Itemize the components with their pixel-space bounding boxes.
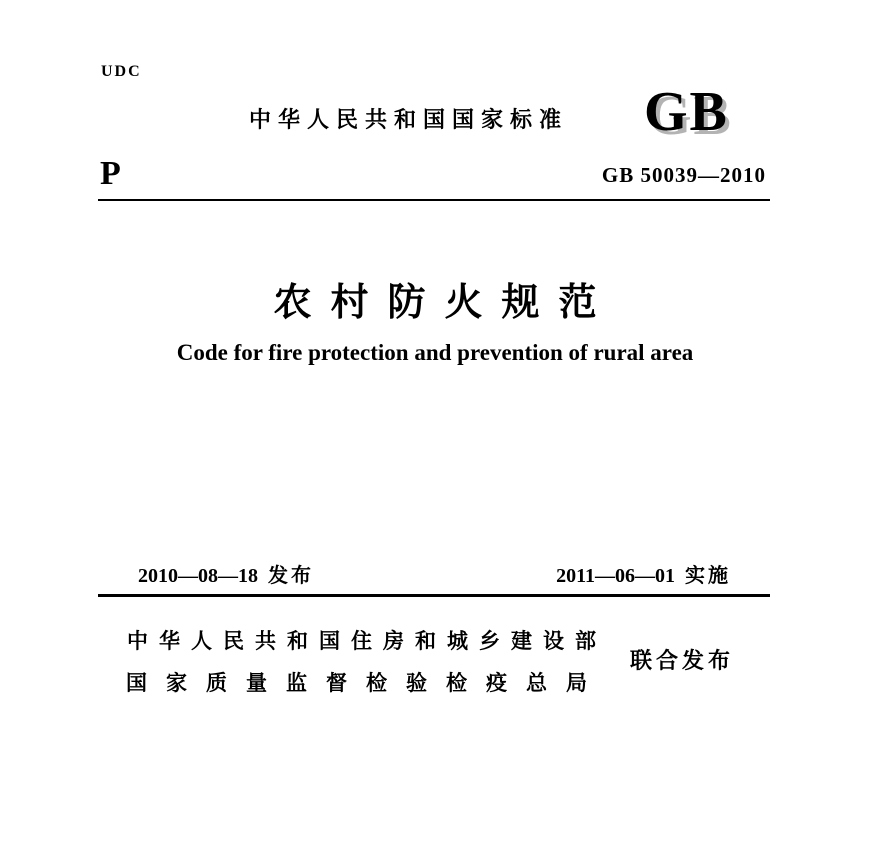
implementation-date: 2011—06—01 <box>556 565 675 587</box>
issue-date: 2010—08—18 <box>138 565 258 587</box>
joint-publish-label: 联合发布 <box>630 648 735 673</box>
national-standard-heading: 中华人民共和国国家标准 <box>249 107 569 132</box>
issue-date-label: 发布 <box>268 565 314 587</box>
footer-rule <box>98 594 770 597</box>
issue-date-row <box>138 566 314 586</box>
header-rule <box>98 199 770 201</box>
implementation-date-row <box>556 566 731 586</box>
standard-number: GB 50039—2010 <box>601 163 766 187</box>
udc-label: UDC <box>101 63 142 80</box>
classification-code: P <box>100 155 121 192</box>
publisher-line-1: 中华人民共和国住房和城乡建设部 <box>127 630 607 653</box>
document-title-en: Code for fire protection and prevention of rural area <box>176 340 694 365</box>
publisher-line-2: 国家质量监督检验检疫总局 <box>126 672 606 695</box>
document-title-cn: 农村防火规范 <box>273 282 616 324</box>
gb-mark: GB <box>644 81 729 143</box>
implementation-date-label: 实施 <box>685 565 731 587</box>
